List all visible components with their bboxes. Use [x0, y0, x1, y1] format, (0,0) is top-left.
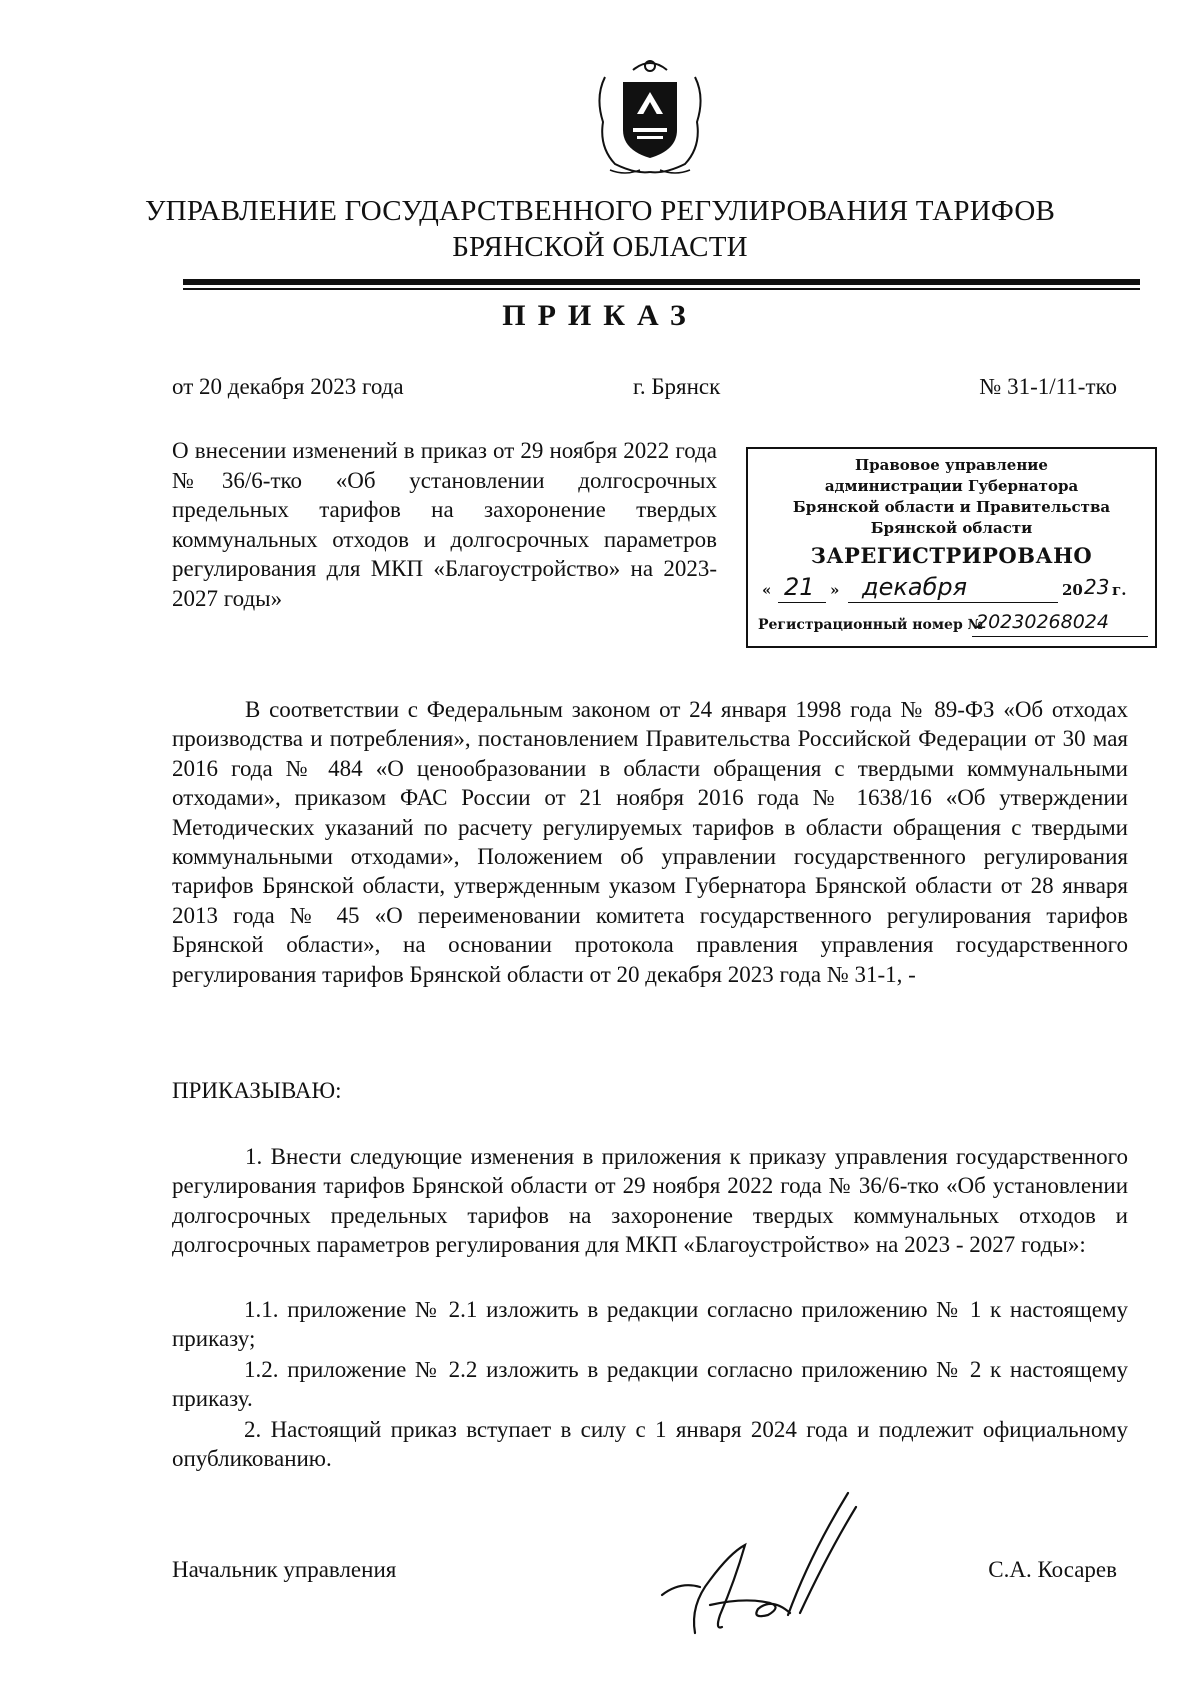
- order-item-1-2: 1.2. приложение № 2.2 изложить в редакции согласно приложению № 2 к настоящему приказу.: [172, 1357, 1128, 1412]
- document-number: № 31-1/11-тко: [979, 374, 1117, 399]
- stamp-registration: [758, 611, 1150, 639]
- document-city: г. Брянск: [633, 374, 721, 399]
- stamp-year-unit: г.: [1112, 581, 1127, 599]
- order-item-2: 2. Настоящий приказ вступает в силу с 1 января 2024 года и подлежит официальному опубликованию.: [172, 1417, 1128, 1472]
- preamble-paragraph: В соответствии с Федеральным законом от 24 января 1998 года № 89-ФЗ «Об отходах производства и потребления», постановлением Правительства Российской Федерации от 30 мая 2016 года № 484 «О ценообразовании в области обращения с твердыми коммунальными отходами», приказом ФАС России от 21 ноября 2016 года № 1638/16 «Об утверждении Методических указаний по расчету регулируемых тарифов в области обращения с твердыми коммунальными отходами», Положением об управлении государственного регулирования тарифов Брянской области, утвержденным указом Губернатора Брянской области от 28 января 2013 года № 45 «О переименовании комитета государственного регулирования тарифов Брянской области», на основании протокола правления управления государственного регулирования тарифов Брянской области от 20 декабря 2023 года № 31-1, -: [172, 697, 1128, 987]
- stamp-year-suffix: 23: [1084, 575, 1110, 599]
- document-date: от 20 декабря 2023 года: [172, 374, 404, 399]
- header-rule-thick: [183, 279, 1140, 285]
- stamp-line: Брянской области: [870, 519, 1033, 537]
- stamp-reg-label: Регистрационный номер №: [758, 617, 983, 633]
- stamp-line: Брянской области и Правительства: [792, 498, 1111, 516]
- coat-of-arms-icon: [585, 52, 715, 180]
- stamp-day: 21: [784, 573, 815, 601]
- document-subject: О внесении изменений в приказ от 29 ноября 2022 года №36/6-тко «Об установлении долгосрочных предельных тарифов на захоронение твердых коммунальных отходов и долгосрочных параметров регулирования для МКП «Благоустройство» на 2023-2027 годы»: [172, 438, 717, 611]
- stamp-month: декабря: [862, 573, 968, 601]
- handwritten-signature: [650, 1485, 910, 1645]
- signer-name: С.А. Косарев: [988, 1557, 1117, 1582]
- organization-name-line2: БРЯНСКОЙ ОБЛАСТИ: [452, 231, 748, 263]
- order-word: ПРИКАЗЫВАЮ:: [172, 1078, 342, 1103]
- header-rule-thin: [183, 288, 1140, 290]
- signer-position: Начальник управления: [172, 1557, 397, 1582]
- stamp-date: « 21 » декабря 20 23 г.: [762, 573, 1127, 601]
- stamp-year-prefix: 20: [1062, 581, 1083, 599]
- organization-name-line1: УПРАВЛЕНИЕ ГОСУДАРСТВЕННОГО РЕГУЛИРОВАНИЯ ТАРИФОВ: [144, 195, 1056, 227]
- stamp-reg-number: 20230268024: [976, 611, 1109, 633]
- document-title: ПРИКАЗ: [502, 299, 698, 332]
- order-item-1: 1. Внести следующие изменения в приложения к приказу управления государственного регулирования тарифов Брянской области от 29 ноября 2022 года № 36/6-тко «Об установлении долгосрочных предельных тарифов на захоронение твердых коммунальных отходов и долгосрочных параметров регулирования для МКП «Благоустройство» на 2023 - 2027 годы»:: [172, 1144, 1128, 1258]
- stamp-status: ЗАРЕГИСТРИРОВАНО: [810, 543, 1093, 568]
- registration-stamp: [746, 447, 1157, 648]
- stamp-line: администрации Губернатора: [824, 477, 1079, 495]
- order-item-1-1: 1.1. приложение № 2.1 изложить в редакции согласно приложению № 1 к настоящему приказу;: [172, 1297, 1128, 1352]
- stamp-line: Правовое управление: [855, 456, 1048, 474]
